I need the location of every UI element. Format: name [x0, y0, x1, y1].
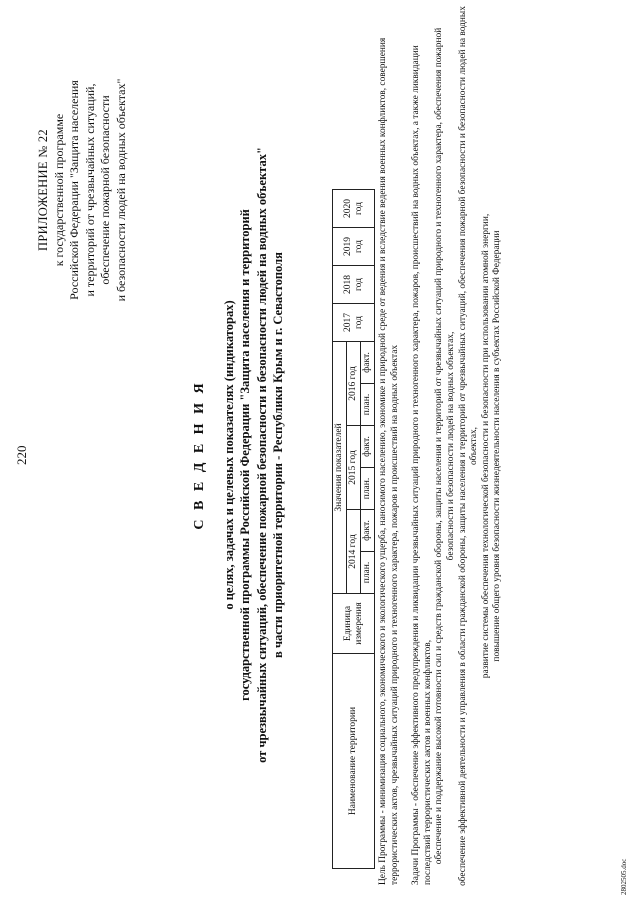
appendix-line: и безопасности людей на водных объектах" — [113, 78, 128, 302]
appendix-line: обеспечение пожарной безопасности — [98, 95, 112, 285]
appendix-heading: ПРИЛОЖЕНИЕ № 22 — [36, 129, 50, 251]
program-task: обеспечение и поддержание высокой готовности сил и средств гражданской обороны, защиты населения и территорий от чрезвычайных ситуаций природного и техногенного характера, обеспечения пожарной безопасности и безопасности людей на водных объектах, — [434, 27, 456, 865]
page-number: 220 — [14, 445, 29, 465]
appendix-line: к государственной программе — [51, 113, 66, 267]
program-task: повышение общего уровня безопасности жизнедеятельности населения в субъектах Российской Федерации — [492, 230, 503, 662]
title-line: в части приоритетной территории - Республики Крым и г. Севастополя — [271, 252, 285, 658]
program-task: обеспечение эффективной деятельности и управления в области гражданской обороны, защиты населения и территорий от чрезвычайных ситуаций, обеспечения пожарной безопасности и безопасности людей на водных объектах, — [457, 6, 480, 886]
header-year-2014: 2014 год — [347, 510, 361, 594]
header-values: Значения показателей — [333, 342, 347, 594]
header-year-2017: 2017 год — [333, 304, 375, 342]
header-unit: Единица измерения — [333, 594, 375, 654]
header-year-2018: 2018 год — [333, 266, 375, 304]
header-fact: факт. — [361, 426, 375, 468]
appendix-line: и территорий от чрезвычайных ситуаций, — [82, 83, 97, 297]
header-year-2016: 2016 год — [347, 342, 361, 426]
program-task: развитие системы обеспечения технологической безопасности и безопасности при использовании атомной энергии, — [480, 213, 491, 679]
header-fact: факт. — [361, 342, 375, 384]
table-spacer — [333, 5, 375, 190]
appendix-line: Российской Федерации "Защита населения — [67, 80, 81, 300]
program-text — [378, 5, 504, 887]
header-fact: факт. — [361, 510, 375, 552]
appendix-block — [36, 35, 129, 345]
title-line: от чрезвычайных ситуаций, обеспечение пожарной безопасности и безопасности людей на водных объектах" — [254, 147, 269, 763]
header-plan: план. — [361, 552, 375, 594]
header-year-2015: 2015 год — [347, 426, 361, 510]
header-year-2019: 2019 год — [333, 228, 375, 266]
program-task: Задачи Программы - обеспечение эффективного предупреждения и ликвидации чрезвычайных ситуаций природного и техногенного характера, пожаров, происшествий на водных объектах, а также ликвидации последствий террористических актов и военных конфликтов, — [411, 45, 433, 885]
title-line: государственной программы Российской Федерации "Защита населения и территорий — [238, 209, 252, 701]
file-code: 2802505.doc — [620, 858, 628, 895]
header-plan: план. — [361, 384, 375, 426]
document-title — [192, 95, 287, 815]
header-plan: план. — [361, 468, 375, 510]
header-year-2020: 2020 год — [333, 190, 375, 228]
title-main: С В Е Д Е Н И Я — [192, 380, 207, 530]
indicators-table — [332, 5, 375, 869]
header-territory: Наименование территории — [333, 654, 375, 869]
program-goal: Цель Программы - минимизация социального, экономического и экологического ущерба, наносимого населению, экономике и природной среде от ведения и вследствие ведения военных конфликтов, совершения террористических актов, чрезвычайных ситуаций природного и техногенного характера, пожаров и происшествий на водных объектах — [378, 37, 400, 885]
title-line: о целях, задачах и целевых показателях (индикаторах) — [221, 300, 236, 610]
